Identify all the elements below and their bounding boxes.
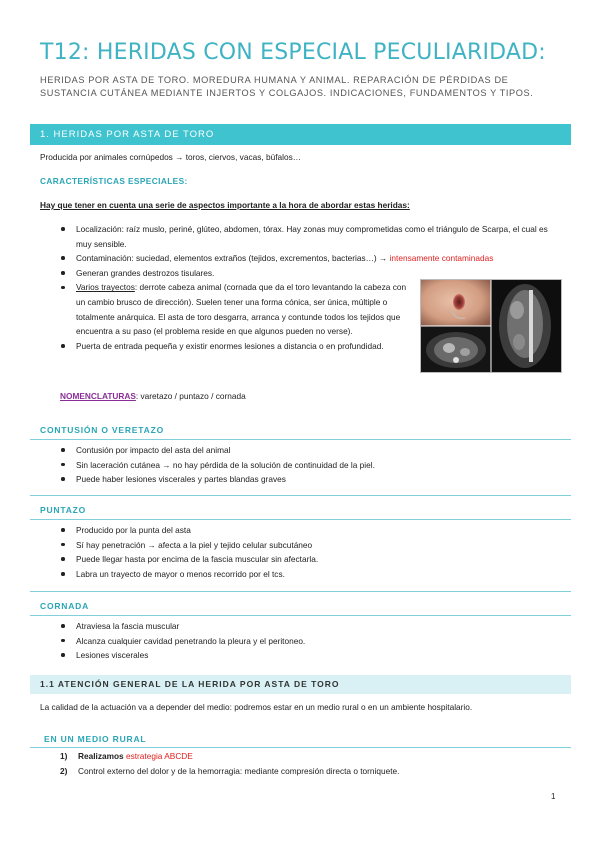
title-text: HERIDAS CON ESPECIAL PECULIARIDAD: [89,40,546,65]
section-divider [30,615,571,616]
rural-list [60,749,550,778]
trayectos-text: : derrote cabeza animal (cornada que da el toro levantando la cabeza con un cambio brusco de dirección). Suelen tener una forma cónica, ser única, múltiple o totalmente anárquica. El asta de toro desgarra, arranca y contunde todos los tejidos que encuentra a su paso (el problema reside en que algunos pueden no verse). [76,282,407,337]
wound-ct-figure [420,279,562,373]
list-item [60,280,409,338]
list-item: Alcanza cualquier cavidad penetrando la pleura y el peritoneo. [60,634,550,649]
section11-text: La calidad de la actuación va a depender del medio: podremos estar en un medio rural o en un ambiente hospitalario. [40,702,473,712]
destrozos-text: Generan grandes destrozos tisulares. [76,267,215,278]
item-number: 1) [60,751,68,761]
page-title [40,40,546,65]
contusion-heading: CONTUSIÓN O VERETAZO [40,425,164,435]
rural-heading: EN UN MEDIO RURAL [44,734,147,744]
item-number: 2) [60,765,68,776]
list-item: Atraviesa la fascia muscular [60,619,550,634]
list-item: Labra un trayecto de mayor o menos recorrido por el tcs. [60,567,550,582]
section-bar-1: 1. HERIDAS POR ASTA DE TORO [30,124,571,145]
item-text: Realizamos [78,751,126,761]
list-item: Puede haber lesiones viscerales y partes blandas graves [60,472,550,487]
item-text: Control externo del dolor y de la hemorragia: mediante compresión directa o torniquete. [78,765,400,776]
cornada-heading: CORNADA [40,601,90,611]
list-item [60,749,550,764]
section-bar-1-1: 1.1 ATENCIÓN GENERAL DE LA HERIDA POR ASTA DE TORO [30,675,571,694]
characteristics-lead: Hay que tener en cuenta una serie de aspectos importante a la hora de abordar estas heridas: [40,200,410,210]
abcde-highlight: estrategia ABCDE [125,751,193,761]
list-item: Producido por la punta del asta [60,523,550,538]
medical-image [421,280,561,372]
list-item: Puede llegar hasta por encima de la fascia muscular sin afectarla. [60,552,550,567]
list-item [60,339,409,354]
page-number: 1 [551,792,556,801]
section-divider [30,591,571,592]
list-item [60,251,560,266]
nomenclaturas-label: NOMENCLATURAS [60,391,136,401]
title-code: T12: [40,40,90,65]
section-divider [30,747,571,748]
section-divider [30,495,571,496]
list-item: Lesiones viscerales [60,648,550,663]
list-item: Sí hay penetración → afecta a la piel y tejido celular subcutáneo [60,538,550,553]
contaminacion-text: : suciedad, elementos extraños (tejidos, excrementos, bacterias…) → [131,253,390,264]
contaminacion-label: Contaminación [76,253,132,264]
contaminacion-highlight: intensamente contaminadas [389,253,494,264]
nomenclaturas-text: : varetazo / puntazo / cornada [135,391,246,401]
characteristics-heading: CARACTERÍSTICAS ESPECIALES: [40,176,188,186]
contusion-list [60,443,550,487]
localizacion-text: : raíz muslo, periné, glúteo, abdomen, tórax. Hay zonas muy comprometidas como el triángulo de Scarpa, el cual es muy sensible. [76,224,548,249]
trayectos-label: Varios trayectos [76,282,135,293]
localizacion-label: Localización [76,224,122,234]
list-item: Contusión por impacto del asta del animal [60,443,550,458]
section-divider [30,439,571,440]
puntazo-heading: PUNTAZO [40,505,87,515]
list-item: Sin laceración cutánea → no hay pérdida de la solución de continuidad de la piel. [60,458,550,473]
section-divider [30,519,571,520]
page-subtitle: HERIDAS POR ASTA DE TORO. MOREDURA HUMANA Y ANIMAL. REPARACIÓN DE PÉRDIDAS DE SUSTANCIA CUTÁNEA MEDIANTE INJERTOS Y COLGAJOS. INDICACIONES, FUNDAMENTOS Y TIPOS. [40,75,534,98]
cornada-list [60,619,550,663]
puntazo-list [60,523,550,581]
nomenclaturas-line [60,389,246,403]
list-item [60,222,560,251]
list-item [60,764,550,779]
puerta-text: Puerta de entrada pequeña y existir enormes lesiones a distancia o en profundidad. [76,340,384,351]
intro-text: Producida por animales cornúpedos → toros, ciervos, vacas, búfalos… [40,152,302,162]
